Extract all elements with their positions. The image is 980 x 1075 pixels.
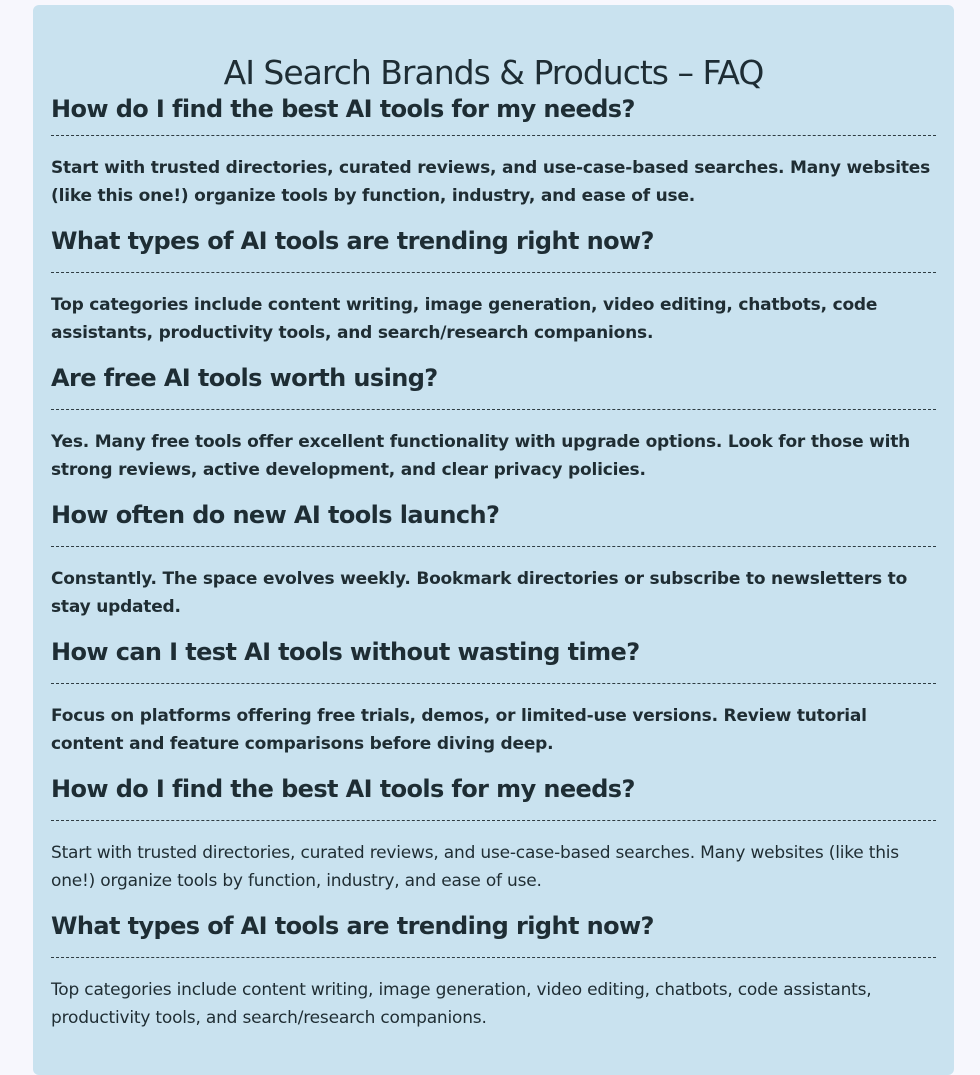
page-title: AI Search Brands & Products – FAQ <box>223 53 764 92</box>
faq-question-text: How do I find the best AI tools for my needs? <box>51 775 635 803</box>
faq-question-text: How can I test AI tools without wasting time? <box>51 638 640 666</box>
faq-answer: Start with trusted directories, curated reviews, and use-case-based searches. Many websites (like this one!) organize tools by function, industry, and ease of use. <box>51 158 931 206</box>
faq-question-text: Are free AI tools worth using? <box>51 364 438 392</box>
faq-answer: Yes. Many free tools offer excellent functionality with upgrade options. Look for those with strong reviews, active development, and clear privacy policies. <box>51 432 911 480</box>
faq-item <box>51 899 936 1036</box>
faq-question <box>51 47 936 136</box>
faq-question <box>51 899 936 958</box>
faq-item <box>51 47 936 214</box>
faq-item <box>51 351 936 488</box>
faq-item <box>51 488 936 625</box>
faq-question-text: What types of AI tools are trending right now? <box>51 227 654 255</box>
faq-question <box>51 762 936 821</box>
faq-answer: Focus on platforms offering free trials, demos, or limited-use versions. Review tutorial content and feature comparisons before diving deep. <box>51 706 867 754</box>
faq-item <box>51 625 936 762</box>
faq-answer: Top categories include content writing, image generation, video editing, chatbots, code assistants, productivity tools, and search/research companions. <box>51 980 872 1028</box>
faq-question <box>51 488 936 547</box>
faq-item <box>51 214 936 351</box>
faq-question-text: What types of AI tools are trending right now? <box>51 912 654 940</box>
faq-answer: Constantly. The space evolves weekly. Bookmark directories or subscribe to newsletters to stay updated. <box>51 569 908 617</box>
faq-question <box>51 214 936 273</box>
faq-answer: Top categories include content writing, image generation, video editing, chatbots, code assistants, productivity tools, and search/research companions. <box>51 295 878 343</box>
faq-list <box>51 47 936 1036</box>
faq-answer: Start with trusted directories, curated reviews, and use-case-based searches. Many websites (like this one!) organize tools by function, industry, and ease of use. <box>51 843 899 891</box>
faq-card <box>33 5 954 1075</box>
faq-question <box>51 351 936 410</box>
faq-question-text: How often do new AI tools launch? <box>51 501 500 529</box>
faq-item <box>51 762 936 899</box>
faq-question-text: How do I find the best AI tools for my needs? <box>51 95 635 123</box>
faq-question <box>51 625 936 684</box>
